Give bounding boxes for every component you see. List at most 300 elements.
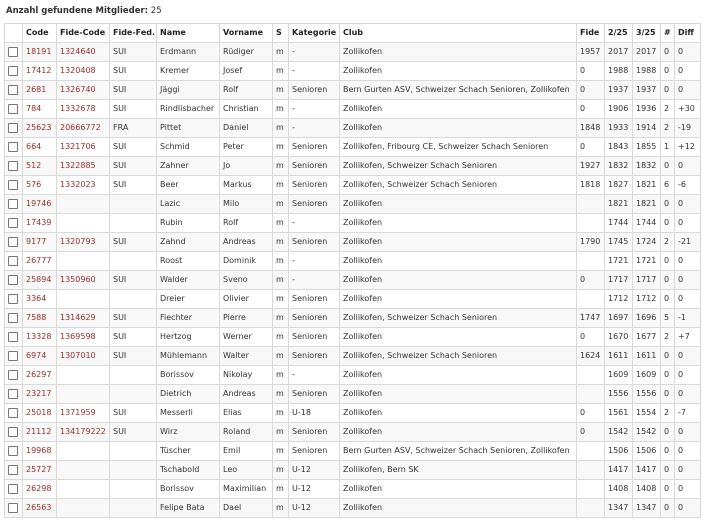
cell-games: 2	[661, 404, 675, 423]
cell-fide-code[interactable]: 1322885	[57, 157, 110, 176]
cell-fide-code[interactable]	[57, 195, 110, 214]
cell-fide-fed: SUI	[110, 176, 157, 195]
header-fide-fed[interactable]: Fide-Fed.	[110, 24, 157, 43]
cell-rating-2-25: 1561	[605, 404, 633, 423]
table-row	[5, 100, 701, 119]
row-select-cell	[5, 290, 23, 309]
cell-sex: m	[273, 385, 289, 404]
cell-rating-3-25: 1936	[633, 100, 661, 119]
cell-vorname: Maximilian	[220, 480, 273, 499]
cell-fide-code[interactable]: 1350960	[57, 271, 110, 290]
cell-vorname: Milo	[220, 195, 273, 214]
cell-rating-3-25: 1937	[633, 81, 661, 100]
cell-name: Fiechter	[157, 309, 220, 328]
cell-fide-code[interactable]: 1324640	[57, 43, 110, 62]
cell-fide: 1790	[577, 233, 605, 252]
cell-club: Zollikofen	[340, 214, 577, 233]
cell-code[interactable]: 7588	[23, 309, 57, 328]
cell-vorname: Dominik	[220, 252, 273, 271]
cell-kategorie: -	[289, 252, 340, 271]
cell-rating-3-25: 1347	[633, 499, 661, 518]
row-select-cell	[5, 366, 23, 385]
row-checkbox[interactable]	[8, 199, 18, 209]
cell-kategorie: Senioren	[289, 309, 340, 328]
header-club[interactable]: Club	[340, 24, 577, 43]
cell-code[interactable]: 19746	[23, 195, 57, 214]
cell-vorname: Werner	[220, 328, 273, 347]
cell-kategorie: -	[289, 271, 340, 290]
row-select-cell	[5, 347, 23, 366]
cell-rating-2-25: 1609	[605, 366, 633, 385]
row-select-cell	[5, 176, 23, 195]
cell-kategorie: Senioren	[289, 233, 340, 252]
row-checkbox[interactable]	[8, 313, 18, 323]
row-checkbox[interactable]	[8, 427, 18, 437]
cell-code[interactable]: 17412	[23, 62, 57, 81]
cell-code[interactable]: 784	[23, 100, 57, 119]
cell-vorname: Nikolay	[220, 366, 273, 385]
row-select-cell	[5, 81, 23, 100]
cell-fide-code[interactable]: 1332678	[57, 100, 110, 119]
cell-fide-code[interactable]: 1326740	[57, 81, 110, 100]
cell-fide-fed	[110, 499, 157, 518]
cell-fide-code[interactable]: 1369598	[57, 328, 110, 347]
header-fide-code[interactable]: Fide-Code	[57, 24, 110, 43]
row-checkbox[interactable]	[8, 161, 18, 171]
cell-sex: m	[273, 442, 289, 461]
cell-kategorie: -	[289, 366, 340, 385]
cell-code[interactable]: 17439	[23, 214, 57, 233]
cell-fide	[577, 480, 605, 499]
row-checkbox[interactable]	[8, 218, 18, 228]
cell-fide-fed: SUI	[110, 271, 157, 290]
cell-kategorie: Senioren	[289, 195, 340, 214]
cell-code[interactable]: 2681	[23, 81, 57, 100]
row-checkbox[interactable]	[8, 503, 18, 513]
cell-club: Zollikofen, Bern SK	[340, 461, 577, 480]
cell-fide-code[interactable]: 134179222	[57, 423, 110, 442]
cell-code[interactable]: 25018	[23, 404, 57, 423]
cell-games: 0	[661, 442, 675, 461]
cell-fide	[577, 385, 605, 404]
cell-rating-2-25: 1347	[605, 499, 633, 518]
cell-fide-fed: FRA	[110, 119, 157, 138]
cell-name: Erdmann	[157, 43, 220, 62]
cell-diff: 0	[675, 195, 701, 214]
cell-rating-2-25: 1542	[605, 423, 633, 442]
cell-vorname: Leo	[220, 461, 273, 480]
cell-fide-fed	[110, 480, 157, 499]
cell-name: Roost	[157, 252, 220, 271]
cell-fide	[577, 290, 605, 309]
cell-fide-code[interactable]	[57, 214, 110, 233]
cell-fide	[577, 195, 605, 214]
header-diff[interactable]: Diff	[675, 24, 701, 43]
table-row	[5, 81, 701, 100]
cell-club: Zollikofen	[340, 100, 577, 119]
cell-diff: -19	[675, 119, 701, 138]
cell-fide: 0	[577, 81, 605, 100]
cell-code[interactable]: 9177	[23, 233, 57, 252]
cell-rating-3-25: 1417	[633, 461, 661, 480]
cell-fide	[577, 442, 605, 461]
cell-rating-2-25: 1827	[605, 176, 633, 195]
cell-club: Zollikofen	[340, 366, 577, 385]
cell-rating-2-25: 1906	[605, 100, 633, 119]
cell-kategorie: Senioren	[289, 347, 340, 366]
cell-code[interactable]: 25623	[23, 119, 57, 138]
table-row	[5, 195, 701, 214]
cell-code[interactable]: 13328	[23, 328, 57, 347]
header-select	[5, 24, 23, 43]
cell-fide: 0	[577, 423, 605, 442]
cell-games: 5	[661, 309, 675, 328]
cell-rating-2-25: 2017	[605, 43, 633, 62]
row-select-cell	[5, 100, 23, 119]
row-checkbox[interactable]	[8, 47, 18, 57]
cell-games: 0	[661, 81, 675, 100]
cell-name: Walder	[157, 271, 220, 290]
cell-games: 2	[661, 233, 675, 252]
table-row	[5, 290, 701, 309]
cell-fide-code[interactable]	[57, 480, 110, 499]
cell-name: Tschabold	[157, 461, 220, 480]
cell-fide: 1747	[577, 309, 605, 328]
row-checkbox[interactable]	[8, 351, 18, 361]
cell-rating-2-25: 1556	[605, 385, 633, 404]
cell-fide-code[interactable]: 1320793	[57, 233, 110, 252]
cell-fide-code[interactable]: 1320408	[57, 62, 110, 81]
cell-fide: 0	[577, 404, 605, 423]
cell-vorname: Roland	[220, 423, 273, 442]
cell-sex: m	[273, 328, 289, 347]
cell-kategorie: Senioren	[289, 138, 340, 157]
cell-games: 2	[661, 119, 675, 138]
cell-rating-2-25: 1697	[605, 309, 633, 328]
header-code[interactable]: Code	[23, 24, 57, 43]
row-select-cell	[5, 385, 23, 404]
cell-name: Rubin	[157, 214, 220, 233]
cell-fide-fed: SUI	[110, 347, 157, 366]
cell-club: Zollikofen, Schweizer Schach Senioren	[340, 157, 577, 176]
cell-name: Wirz	[157, 423, 220, 442]
row-checkbox[interactable]	[8, 66, 18, 76]
cell-fide-code[interactable]: 1332023	[57, 176, 110, 195]
cell-kategorie: Senioren	[289, 385, 340, 404]
cell-fide-fed: SUI	[110, 157, 157, 176]
result-count-label: Anzahl gefundene Mitglieder:	[6, 6, 149, 16]
cell-sex: m	[273, 461, 289, 480]
cell-club: Zollikofen, Schweizer Schach Senioren	[340, 309, 577, 328]
cell-code[interactable]: 26298	[23, 480, 57, 499]
cell-fide-code[interactable]	[57, 252, 110, 271]
cell-sex: m	[273, 176, 289, 195]
cell-fide	[577, 214, 605, 233]
table-row	[5, 385, 701, 404]
cell-club: Bern Gurten ASV, Schweizer Schach Senioren, Zollikofen	[340, 81, 577, 100]
table-row	[5, 309, 701, 328]
cell-code[interactable]: 19968	[23, 442, 57, 461]
row-checkbox[interactable]	[8, 237, 18, 247]
cell-fide-fed	[110, 252, 157, 271]
cell-games: 0	[661, 480, 675, 499]
cell-fide-fed: SUI	[110, 100, 157, 119]
cell-fide-code[interactable]: 1307010	[57, 347, 110, 366]
cell-fide	[577, 366, 605, 385]
cell-diff: 0	[675, 62, 701, 81]
row-checkbox[interactable]	[8, 275, 18, 285]
cell-fide-fed	[110, 195, 157, 214]
cell-vorname: Walter	[220, 347, 273, 366]
cell-rating-2-25: 1745	[605, 233, 633, 252]
cell-code[interactable]: 512	[23, 157, 57, 176]
cell-rating-3-25: 1717	[633, 271, 661, 290]
cell-fide-code[interactable]: 1321706	[57, 138, 110, 157]
cell-diff: 0	[675, 43, 701, 62]
table-row	[5, 271, 701, 290]
cell-vorname: Peter	[220, 138, 273, 157]
cell-fide-code[interactable]	[57, 366, 110, 385]
cell-sex: m	[273, 347, 289, 366]
cell-fide-fed: SUI	[110, 233, 157, 252]
cell-fide-fed: SUI	[110, 43, 157, 62]
row-checkbox[interactable]	[8, 389, 18, 399]
cell-club: Zollikofen	[340, 271, 577, 290]
cell-games: 0	[661, 43, 675, 62]
cell-rating-2-25: 1717	[605, 271, 633, 290]
cell-fide: 1624	[577, 347, 605, 366]
header-games[interactable]: #	[661, 24, 675, 43]
row-select-cell	[5, 423, 23, 442]
cell-rating-3-25: 1832	[633, 157, 661, 176]
row-select-cell	[5, 442, 23, 461]
cell-club: Zollikofen	[340, 423, 577, 442]
cell-fide-code[interactable]	[57, 499, 110, 518]
cell-fide-code[interactable]: 1314629	[57, 309, 110, 328]
row-select-cell	[5, 214, 23, 233]
row-checkbox[interactable]	[8, 446, 18, 456]
cell-diff: 0	[675, 423, 701, 442]
table-row	[5, 404, 701, 423]
cell-sex: m	[273, 100, 289, 119]
cell-sex: m	[273, 233, 289, 252]
row-select-cell	[5, 43, 23, 62]
cell-club: Zollikofen	[340, 328, 577, 347]
cell-games: 0	[661, 252, 675, 271]
cell-name: Borissov	[157, 366, 220, 385]
cell-code[interactable]: 23217	[23, 385, 57, 404]
cell-diff: 0	[675, 157, 701, 176]
cell-fide-code[interactable]: 1371959	[57, 404, 110, 423]
cell-club: Zollikofen, Schweizer Schach Senioren	[340, 176, 577, 195]
cell-rating-3-25: 1712	[633, 290, 661, 309]
row-select-cell	[5, 480, 23, 499]
cell-fide-fed: SUI	[110, 138, 157, 157]
row-checkbox[interactable]	[8, 85, 18, 95]
cell-code[interactable]: 664	[23, 138, 57, 157]
header-fide[interactable]: Fide	[577, 24, 605, 43]
cell-fide-code[interactable]	[57, 461, 110, 480]
row-select-cell	[5, 195, 23, 214]
row-checkbox[interactable]	[8, 123, 18, 133]
cell-games: 0	[661, 290, 675, 309]
cell-name: Pittet	[157, 119, 220, 138]
cell-fide: 1818	[577, 176, 605, 195]
cell-fide: 1927	[577, 157, 605, 176]
cell-rating-3-25: 1721	[633, 252, 661, 271]
cell-fide: 0	[577, 62, 605, 81]
cell-club: Zollikofen	[340, 252, 577, 271]
table-row	[5, 461, 701, 480]
row-checkbox[interactable]	[8, 256, 18, 266]
cell-sex: m	[273, 43, 289, 62]
cell-vorname: Markus	[220, 176, 273, 195]
table-row	[5, 119, 701, 138]
table-row	[5, 480, 701, 499]
cell-rating-2-25: 1506	[605, 442, 633, 461]
cell-code[interactable]: 25727	[23, 461, 57, 480]
cell-diff: -7	[675, 404, 701, 423]
cell-code[interactable]: 6974	[23, 347, 57, 366]
members-table	[4, 23, 701, 518]
cell-rating-2-25: 1670	[605, 328, 633, 347]
cell-club: Zollikofen	[340, 119, 577, 138]
cell-diff: 0	[675, 499, 701, 518]
cell-rating-3-25: 1821	[633, 195, 661, 214]
cell-diff: 0	[675, 347, 701, 366]
cell-diff: 0	[675, 290, 701, 309]
row-checkbox[interactable]	[8, 180, 18, 190]
row-select-cell	[5, 328, 23, 347]
cell-games: 0	[661, 423, 675, 442]
cell-rating-2-25: 1417	[605, 461, 633, 480]
cell-rating-3-25: 1609	[633, 366, 661, 385]
cell-code[interactable]: 25894	[23, 271, 57, 290]
row-checkbox[interactable]	[8, 465, 18, 475]
cell-games: 0	[661, 62, 675, 81]
header-rating-3-25[interactable]: 3/25	[633, 24, 661, 43]
cell-fide-code[interactable]	[57, 442, 110, 461]
cell-vorname: Jo	[220, 157, 273, 176]
cell-code[interactable]: 26297	[23, 366, 57, 385]
cell-games: 0	[661, 157, 675, 176]
header-rating-2-25[interactable]: 2/25	[605, 24, 633, 43]
cell-name: Beer	[157, 176, 220, 195]
row-checkbox[interactable]	[8, 104, 18, 114]
cell-rating-3-25: 1724	[633, 233, 661, 252]
cell-diff: 0	[675, 81, 701, 100]
row-checkbox[interactable]	[8, 142, 18, 152]
cell-kategorie: Senioren	[289, 290, 340, 309]
cell-rating-3-25: 1677	[633, 328, 661, 347]
cell-games: 0	[661, 499, 675, 518]
cell-vorname: Rolf	[220, 214, 273, 233]
cell-name: Borissov	[157, 480, 220, 499]
cell-kategorie: Senioren	[289, 442, 340, 461]
cell-club: Zollikofen	[340, 290, 577, 309]
cell-code[interactable]: 576	[23, 176, 57, 195]
cell-fide-fed: SUI	[110, 328, 157, 347]
table-row	[5, 366, 701, 385]
cell-sex: m	[273, 214, 289, 233]
cell-sex: m	[273, 404, 289, 423]
cell-code[interactable]: 21112	[23, 423, 57, 442]
row-checkbox[interactable]	[8, 484, 18, 494]
cell-rating-2-25: 1832	[605, 157, 633, 176]
row-select-cell	[5, 252, 23, 271]
cell-diff: +30	[675, 100, 701, 119]
cell-club: Zollikofen	[340, 62, 577, 81]
cell-sex: m	[273, 252, 289, 271]
table-row	[5, 214, 701, 233]
cell-kategorie: -	[289, 119, 340, 138]
header-kategorie[interactable]: Kategorie	[289, 24, 340, 43]
table-row	[5, 157, 701, 176]
cell-games: 0	[661, 347, 675, 366]
table-row	[5, 499, 701, 518]
cell-club: Zollikofen	[340, 195, 577, 214]
row-checkbox[interactable]	[8, 294, 18, 304]
cell-sex: m	[273, 366, 289, 385]
cell-kategorie: Senioren	[289, 157, 340, 176]
cell-club: Bern Gurten ASV, Schweizer Schach Senioren, Zollikofen	[340, 442, 577, 461]
cell-code[interactable]: 26563	[23, 499, 57, 518]
table-row	[5, 442, 701, 461]
cell-kategorie: U-12	[289, 499, 340, 518]
cell-vorname: Sveno	[220, 271, 273, 290]
cell-kategorie: U-12	[289, 480, 340, 499]
cell-fide-fed	[110, 442, 157, 461]
cell-games: 2	[661, 100, 675, 119]
cell-kategorie: Senioren	[289, 328, 340, 347]
cell-kategorie: -	[289, 100, 340, 119]
cell-rating-2-25: 1744	[605, 214, 633, 233]
cell-name: Dreier	[157, 290, 220, 309]
cell-diff: -6	[675, 176, 701, 195]
cell-fide-code[interactable]	[57, 385, 110, 404]
cell-diff: 0	[675, 385, 701, 404]
cell-sex: m	[273, 480, 289, 499]
cell-fide-code[interactable]	[57, 290, 110, 309]
cell-club: Zollikofen	[340, 385, 577, 404]
header-vorname[interactable]: Vorname	[220, 24, 273, 43]
cell-fide: 0	[577, 271, 605, 290]
cell-games: 0	[661, 195, 675, 214]
cell-fide-fed: SUI	[110, 309, 157, 328]
cell-diff: -1	[675, 309, 701, 328]
cell-rating-3-25: 1554	[633, 404, 661, 423]
cell-code[interactable]: 3364	[23, 290, 57, 309]
cell-fide-code[interactable]: 20666772	[57, 119, 110, 138]
cell-rating-2-25: 1712	[605, 290, 633, 309]
row-checkbox[interactable]	[8, 332, 18, 342]
cell-name: Schmid	[157, 138, 220, 157]
cell-name: Zahner	[157, 157, 220, 176]
cell-club: Zollikofen	[340, 43, 577, 62]
row-checkbox[interactable]	[8, 408, 18, 418]
cell-fide: 0	[577, 138, 605, 157]
cell-rating-3-25: 1821	[633, 176, 661, 195]
cell-kategorie: -	[289, 214, 340, 233]
header-name[interactable]: Name	[157, 24, 220, 43]
cell-code[interactable]: 26777	[23, 252, 57, 271]
cell-rating-2-25: 1721	[605, 252, 633, 271]
cell-diff: +12	[675, 138, 701, 157]
header-sex[interactable]: S	[273, 24, 289, 43]
cell-sex: m	[273, 499, 289, 518]
row-checkbox[interactable]	[8, 370, 18, 380]
cell-code[interactable]: 18191	[23, 43, 57, 62]
